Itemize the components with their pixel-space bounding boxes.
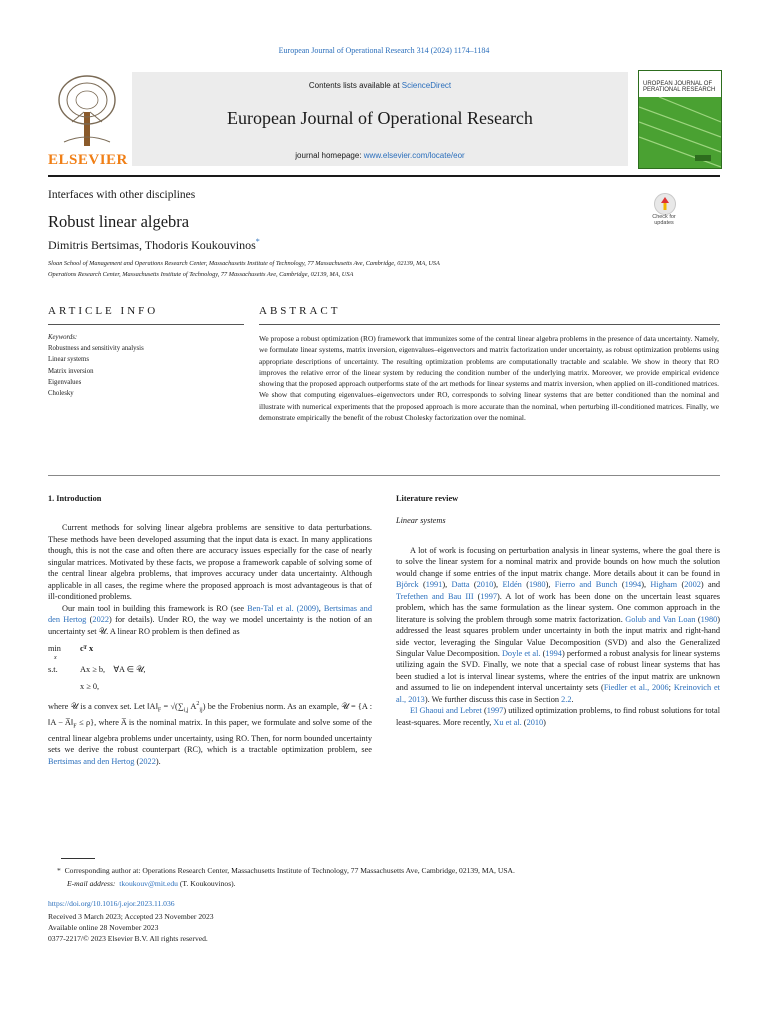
text: A lot of work is focusing on perturbation analysis in linear systems, where the goal there is to solve the linear system for a nominal matrix and provide bounds on how much the solution would change if some entries of the input matrix change. More details about it can be found in bbox=[396, 545, 720, 578]
citation-link[interactable]: 1980 bbox=[528, 580, 546, 590]
introduction-heading: 1. Introduction bbox=[48, 494, 102, 503]
right-column bbox=[396, 493, 720, 728]
check-updates-line: Check for bbox=[652, 214, 676, 220]
citation-link[interactable]: El Ghaoui and Lebret bbox=[410, 706, 482, 716]
citation-link[interactable]: 2002 bbox=[684, 580, 701, 590]
abstract-text: We propose a robust optimization (RO) framework that immunizes some of the central linear algebra problems in the presence of data uncertainty. Namely, we formulate linear systems, matrix inversion, eigenvalues–eigenvectors and matrix factorization under uncertainty, as robust optimization problems using appropriate descriptions of uncertainty. The resulting optimization problems are computationally tractable and scalable. We show in theory that RO improves the relative error of the linear system by reducing the condition number of the underlying matrix. Moreover, we provide empirical evidence showing that the proposed approach outperforms state of the art methods for linear systems and matrix inversion, when applied on ill-conditioned matrices. We show that computing eigenvalues–eigenvectors under RO, corresponds to solving linear systems that are better conditioned than the nominal and illustrate with numerical experiments that the proposed approach is more accurate than the nominal, when perturbing ill-conditioned matrices. Finally, we demonstrate empirically the benefit of the robust Cholesky factorization over the nominal. bbox=[259, 334, 719, 423]
citation-link[interactable]: 2010 bbox=[526, 717, 544, 727]
citation-link[interactable]: 1994 bbox=[545, 648, 562, 658]
keyword: Linear systems bbox=[48, 356, 89, 364]
literature-paragraph-1: A lot of work is focusing on perturbation analysis in linear systems, where the goal there is to solve the linear system for a nominal matrix and provide bounds on how much the solution would change if some entries of the input matrix change. More details about it can be found in Björck (1991), Datta (2010), Eldén (1980), Fierro and Bunch (1994), Higham (2002) and Trefethen and Bau III (1997). A lot of work has been done on the uncertain least squares problem, which has the same formulation as the linear system. One common approach in the literature is solving the problem through some matrix factorization. Golub and Van Loan (1980) addressed the least squares problem under uncertainty in both the input matrix and right-hand side vector, leveraging the Singular Value Decomposition (SVD) and also the Generalized Singular Value Decomposition. Doyle et al. (1994) performed a robust analysis for linear systems utilizing again the SVD. Finally, we note that a special case of robust linear systems that has been studied a lot is interval linear systems, where the entries of the input matrix are unknown and assumed to lie on independent interval uncertainty sets (Fiedler et al., 2006; Kreinovich et al., 2013). We further discuss this case in Section 2.2. bbox=[396, 545, 720, 704]
article-authors bbox=[48, 237, 260, 253]
article-info-rule bbox=[48, 324, 244, 325]
elsevier-tree-icon bbox=[54, 72, 120, 148]
citation-link[interactable]: Higham bbox=[650, 580, 678, 590]
abstract-bottom-rule bbox=[48, 475, 720, 476]
intro-paragraph-1: Current methods for solving linear algebra problems are sensitive to data perturbations. These methods have been developed assuming that the input data is exact. In many applications though, this is not the case and often there are accuracy issues especially for the case of nearly singular matrices. Motivated by these facts, we propose a framework capable of solving some of the central linear algebra problems, that improves accuracy under data uncertainty. Although applicable in all cases, the regime where the proposed approach is most advantageous is that of ill-conditioned problems. bbox=[48, 523, 372, 602]
online-line: Available online 28 November 2023 bbox=[48, 923, 159, 932]
citation-link[interactable]: 1980 bbox=[700, 614, 718, 624]
doi-link-text[interactable]: https://doi.org/10.1016/j.ejor.2023.11.036 bbox=[48, 899, 175, 908]
citation-link[interactable]: Fierro and Bunch bbox=[554, 580, 618, 590]
journal-citation-link[interactable]: European Journal of Operational Research 314 (2024) 1174–1184 bbox=[278, 46, 490, 55]
citation-link[interactable]: Xu et al. bbox=[493, 717, 522, 727]
journal-header bbox=[48, 70, 638, 167]
citation-link[interactable]: 1997 bbox=[486, 706, 504, 716]
check-updates-icon bbox=[654, 193, 676, 215]
formula-min-sub: x bbox=[54, 654, 57, 661]
text: = √(∑ bbox=[161, 701, 184, 711]
literature-paragraph-2: El Ghaoui and Lebret (1997) utilized optimization problems, to find robust solutions for total least-squares. More recently, Xu et al. (2010) bbox=[396, 706, 721, 727]
email-suffix: (T. Koukouvinos). bbox=[179, 879, 236, 888]
citation-link[interactable]: 2022 bbox=[139, 756, 156, 766]
elsevier-wordmark: ELSEVIER bbox=[48, 152, 128, 168]
corresponding-author-note bbox=[57, 865, 720, 877]
keyword: Matrix inversion bbox=[48, 367, 94, 375]
linear-systems-subheading: Linear systems bbox=[396, 516, 446, 526]
citation-link[interactable]: Datta bbox=[451, 580, 470, 590]
citation-link[interactable]: Ben-Tal et al. (2009) bbox=[247, 603, 319, 613]
abstract-rule bbox=[259, 324, 720, 325]
keyword: Robustness and sensitivity analysis bbox=[48, 345, 144, 353]
journal-title: European Journal of Operational Research bbox=[227, 108, 533, 128]
citation-link[interactable]: 2022 bbox=[92, 615, 110, 625]
text: performed a robust analysis for linear systems utilizing again the SVD. Finally, we note that a special case of robust linear systems that has been studied a lot is interval linear systems, where the entries of the input matrix are unknown and assumed to lie on independent interval uncertainty sets ( bbox=[396, 648, 720, 693]
copyright-line: 0377-2217/© 2023 Elsevier B.V. All rights reserved. bbox=[48, 934, 208, 943]
citation-link[interactable]: 1997 bbox=[480, 591, 497, 601]
citation-link[interactable]: 1991 bbox=[425, 580, 443, 590]
footnote-rule bbox=[61, 858, 95, 859]
contents-prefix: Contents lists available at bbox=[308, 81, 402, 90]
abstract-heading: ABSTRACT bbox=[259, 305, 341, 317]
citation-link[interactable]: Trefethen and Bau III bbox=[396, 591, 474, 601]
doi-link[interactable] bbox=[48, 898, 175, 910]
text: . bbox=[571, 694, 574, 704]
citation-link[interactable]: Fiedler et al., 2006 bbox=[603, 683, 669, 693]
text: A bbox=[188, 701, 197, 711]
intro-paragraph-3 bbox=[48, 699, 372, 767]
text: , bbox=[318, 603, 324, 613]
author-footnote-mark[interactable]: * bbox=[255, 237, 260, 246]
email-line bbox=[67, 878, 236, 890]
intro-paragraph-2 bbox=[48, 603, 372, 637]
affiliation-1: Sloan School of Management and Operations Research Center, Massachusetts Institute of Technology, 77 Massachusetts Ave, Cambridge, 02139, MA, USA bbox=[48, 260, 440, 267]
keyword: Cholesky bbox=[48, 390, 74, 398]
sciencedirect-link[interactable]: ScienceDirect bbox=[401, 81, 452, 90]
citation-link[interactable]: Golub and Van Loan bbox=[625, 614, 696, 624]
formula-constraint-2: x ≥ 0, bbox=[80, 681, 100, 691]
keywords-list bbox=[48, 332, 144, 399]
citation-link[interactable]: 1994 bbox=[624, 580, 642, 590]
journal-cover-image[interactable] bbox=[638, 70, 722, 169]
article-section-kind: Interfaces with other disciplines bbox=[48, 189, 196, 201]
article-title: Robust linear algebra bbox=[48, 212, 190, 231]
citation-link[interactable]: Eldén bbox=[502, 580, 522, 590]
homepage-link[interactable]: www.elsevier.com/locate/eor bbox=[363, 151, 465, 160]
corresponding-text: Corresponding author at: Operations Research Center, Massachusetts Institute of Technology, 77 Massachusetts Ave, Cambridge, 02139, MA, USA. bbox=[64, 866, 515, 875]
cover-title-line: PERATIONAL RESEARCH bbox=[643, 87, 716, 93]
citation-link[interactable]: 2010 bbox=[476, 580, 494, 590]
ro-formula bbox=[48, 641, 372, 691]
formula-objective: cᵀ x bbox=[80, 643, 94, 653]
subscript: i,j bbox=[183, 707, 189, 714]
article-info-heading: ARTICLE INFO bbox=[48, 305, 159, 317]
text: ) for details). Under RO, the way we model uncertainty is the notion of an uncertainty set 𝒰. A linear RO problem is then defined as bbox=[48, 615, 372, 636]
formula-min: min bbox=[48, 643, 61, 653]
text: ≤ ρ}, where A̅ is the nominal matrix. In this paper, we formulate and solve some of the central linear algebra problems under uncertainty, using RO. Then, for norm bounded uncertainty sets we derive the robust counterpart (RC), which is a tractable optimization problem, see bbox=[48, 717, 372, 755]
citation-link[interactable]: Bertsimas and den Hertog bbox=[48, 603, 372, 625]
text: ). bbox=[155, 756, 161, 766]
subscript: ij bbox=[199, 707, 203, 714]
citation-link[interactable]: Bertsimas and den Hertog bbox=[48, 756, 135, 766]
header-rule bbox=[48, 175, 720, 177]
authors-names: Dimitris Bertsimas, Thodoris Koukouvinos bbox=[48, 238, 256, 252]
text: where 𝒰 is a convex set. Let ‖A‖ bbox=[48, 701, 158, 711]
homepage-line bbox=[132, 151, 628, 160]
text: addressed the least squares problem under uncertainty in both the input matrix and right-hand side vector, leveraging the Singular Value Decomposition (SVD) and also the Generalized Singular Value Decomposition. bbox=[396, 626, 720, 658]
text: ). We further discuss this case in Section bbox=[424, 694, 562, 704]
check-updates-label bbox=[647, 214, 681, 226]
superscript: 2 bbox=[196, 700, 200, 707]
received-line: Received 3 March 2023; Accepted 23 November 2023 bbox=[48, 912, 214, 921]
email-link[interactable]: tkoukouv@mit.edu bbox=[119, 879, 178, 888]
cover-title-line: UROPEAN JOURNAL OF bbox=[643, 81, 713, 87]
text: ( bbox=[86, 615, 93, 625]
email-label: E-mail address: bbox=[67, 879, 116, 888]
keyword: Eigenvalues bbox=[48, 378, 82, 386]
check-updates-line: updates bbox=[654, 220, 674, 226]
journal-banner bbox=[132, 72, 628, 166]
subscript: F bbox=[73, 723, 77, 730]
text: utilized optimization problems, to find robust solutions for total least-squares. More recently, bbox=[396, 706, 721, 727]
check-for-updates-badge[interactable] bbox=[647, 193, 681, 229]
keywords-label: Keywords: bbox=[48, 334, 78, 341]
section-link[interactable]: 2.2 bbox=[561, 694, 572, 704]
homepage-prefix: journal homepage: bbox=[295, 151, 364, 160]
cover-pattern bbox=[639, 97, 721, 168]
citation-link[interactable]: Björck bbox=[396, 580, 419, 590]
text: ( bbox=[134, 756, 140, 766]
text: A lot of work has been done on the uncertain least squares problem, which has the same formulation as the linear system. One common approach in the literature is solving the problem through some matrix factorization. bbox=[396, 591, 720, 624]
text: ) be the Frobenius norm. As an example, 𝒰 = {A : ‖A − A̅‖ bbox=[48, 701, 373, 727]
left-column bbox=[48, 493, 372, 767]
text: Our main tool in building this framework is RO (see bbox=[62, 603, 248, 613]
affiliation-2: Operations Research Center, Massachusetts Institute of Technology, 77 Massachusetts Ave, Cambridge, 02139, MA, USA bbox=[48, 271, 354, 278]
footnote-mark: * bbox=[57, 866, 61, 875]
contents-line bbox=[132, 81, 628, 90]
formula-constraint-1: Ax ≥ b, ∀A ∈ 𝒰, bbox=[80, 664, 146, 674]
subscript: F bbox=[157, 707, 162, 714]
citation-link[interactable]: Doyle et al. bbox=[501, 648, 541, 658]
formula-st: s.t. bbox=[48, 664, 58, 674]
elsevier-logo[interactable] bbox=[48, 72, 126, 166]
literature-review-heading: Literature review bbox=[396, 494, 459, 503]
cover-title bbox=[643, 81, 715, 93]
citation-link[interactable]: Kreinovich et al., 2013 bbox=[396, 683, 720, 704]
